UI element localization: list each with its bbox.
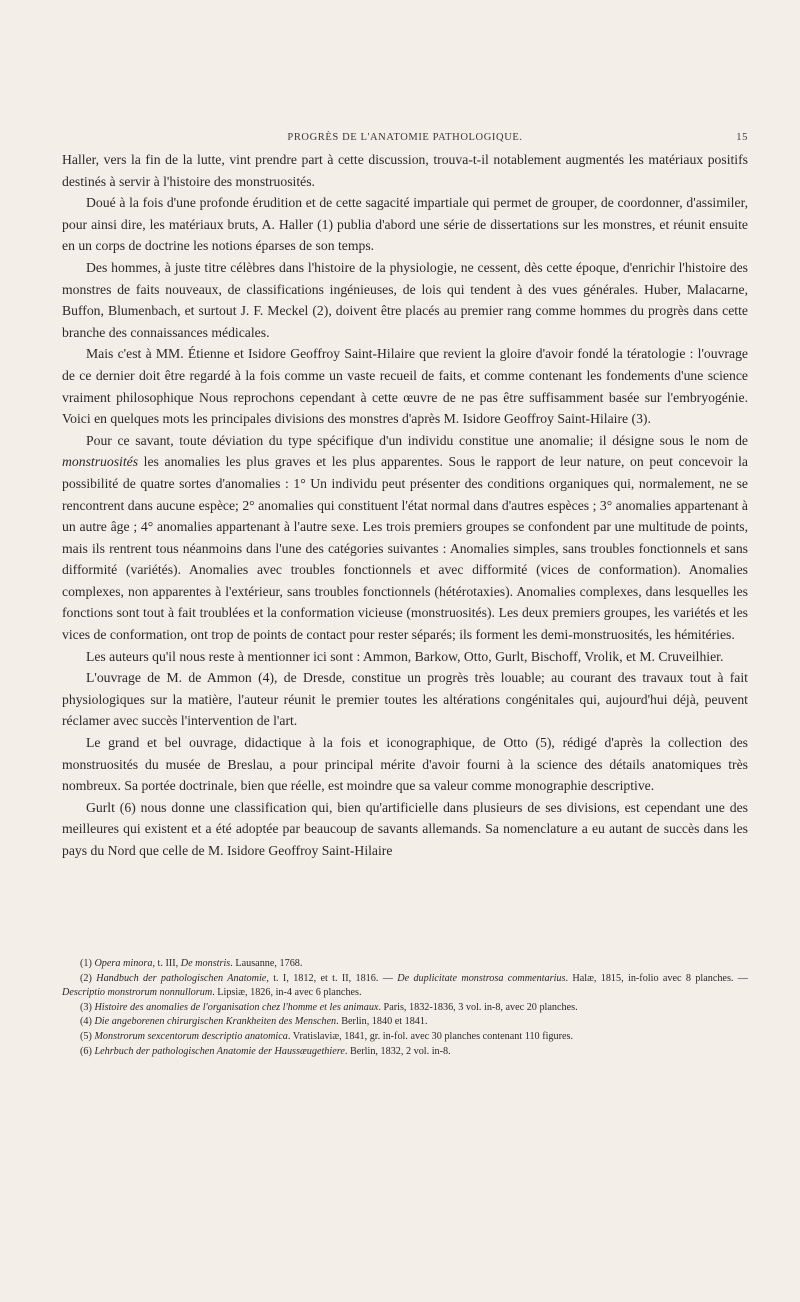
paragraph: Haller, vers la fin de la lutte, vint prendre part à cette discussion, trouva-t-il notablement augmentés les matériaux positifs destinés à servir à l'histoire des monstruosités. xyxy=(62,152,748,189)
footnote-text: . Vratislaviæ, 1841, gr. in-fol. avec 30 planches contenant 110 figures. xyxy=(287,1030,574,1042)
footnote-text: . Berlin, 1840 et 1841. xyxy=(336,1016,428,1028)
footnote-text: , t. I, 1812, et t. II, 1816. — xyxy=(266,972,398,984)
main-text xyxy=(62,149,748,862)
footnote-text: . Lausanne, 1768. xyxy=(230,958,303,969)
paragraph: L'ouvrage de M. de Ammon (4), de Dresde, constitue un progrès très louable; au courant des travaux tout à fait physiologiques sur la matière, l'auteur réunit le premier toutes les altérations congénitales qui, aujourd'hui déjà, peuvent réclamer avec succès l'intervention de l'art. xyxy=(62,670,748,729)
footnote xyxy=(62,972,748,1001)
footnote-title: Descriptio monstrorum nonnullorum xyxy=(62,987,213,999)
emphasis: monstruosités xyxy=(62,454,139,470)
footnote xyxy=(62,1030,748,1045)
footnote-number: (1) xyxy=(80,958,92,969)
text-run: Pour ce savant, toute déviation du type spécifique d'un individu constitue une anomalie; il désigne sous le nom de xyxy=(86,432,748,448)
footnote-title: Monstrorum sexcentorum descriptio anatomica xyxy=(94,1030,288,1042)
footnote-number: (2) xyxy=(80,972,92,984)
paragraph: Des hommes, à juste titre célèbres dans l'histoire de la physiologie, ne cessent, dès cette époque, d'enrichir l'histoire des monstres de faits nouveaux, de classifications ingénieuses, de lois qui tendent à des vues générales. Huber, Malacarne, Buffon, Blumenbach, et surtout J. F. Meckel (2), doivent être placés au premier rang comme hommes du progrès dans cette branche des connaissances médicales. xyxy=(62,259,748,340)
footnote-title: Histoire des anomalies de l'organisation chez l'homme et les animaux xyxy=(94,1001,379,1013)
footnote-title: Die angeborenen chirurgischen Krankheiten des Menschen xyxy=(94,1016,337,1028)
footnote-text: . Lipsiæ, 1826, in-4 avec 6 planches. xyxy=(212,987,362,999)
paragraph xyxy=(62,430,748,646)
footnote-number: (6) xyxy=(80,1045,92,1057)
footnote-text: , t. III, xyxy=(152,958,181,969)
footnote-number: (5) xyxy=(80,1030,92,1042)
footnote-title: Opera minora xyxy=(94,958,153,969)
paragraph: Doué à la fois d'une profonde érudition et de cette sagacité impartiale qui permet de grouper, de coordonner, d'assimiler, pour ainsi dire, les matériaux bruts, A. Haller (1) publia d'abord une série de dissertations sur les monstres, et réunit ensuite en un corps de doctrine les notions éparses de son temps. xyxy=(62,195,748,254)
footnote-title: De duplicitate monstrosa commentarius xyxy=(397,972,566,984)
footnote-number: (3) xyxy=(80,1001,92,1013)
footnote-title: De monstris xyxy=(180,958,231,969)
text-run: les anomalies les plus graves et les plus apparentes. Sous le rapport de leur nature, on peut concevoir la possibilité de quatre sortes d'anomalies : 1° Un individu peut présenter des conditions organiques qui, normalement, ne se rencontrent dans aucune espèce; 2° anomalies qui constituent l'état normal dans d'autres espèces ; 3° anomalies appartenant à un autre âge ; 4° anomalies appartenant à l'autre sexe. Les trois premiers groupes se confondent par une multitude de points, mais ils rentrent tous néanmoins dans l'une des catégories suivantes : Anomalies simples, sans troubles fonctionnels et sans difformité (variétés). Anomalies avec troubles fonctionnels et avec difformité (vices de conformation). Anomalies complexes, non apparentes à l'extérieur, sans troubles fonctionnels (hétérotaxies). Anomalies complexes, dans lesquelles les fonctions sont tout à fait troublées et la conformation vicieuse (monstruosités). Les deux premiers groupes, les variétés et les vices de conformation, ont trop de points de contact pour rester séparés; ils forment les demi-monstruosités, les hémitéries. xyxy=(62,454,748,643)
footnote-text: . Berlin, 1832, 2 vol. in-8. xyxy=(344,1045,451,1057)
footnote-text: . Paris, 1832-1836, 3 vol. in-8, avec 20 planches. xyxy=(378,1001,578,1013)
footnote xyxy=(62,1045,748,1060)
footnote-text: . Halæ, 1815, in-folio avec 8 planches. — xyxy=(565,972,748,984)
page-number: 15 xyxy=(736,132,748,143)
footnote xyxy=(62,1015,748,1030)
paragraph: Gurlt (6) nous donne une classification qui, bien qu'artificielle dans plusieurs de ses divisions, est cependant une des meilleures qui existent et a été adoptée par beaucoup de savants allemands. Sa nomenclature a eu autant de succès dans les pays du Nord que celle de M. Isidore Geoffroy Saint-Hilaire xyxy=(62,799,748,858)
running-header xyxy=(62,132,748,148)
footnote xyxy=(62,1001,748,1016)
running-title: PROGRÈS DE L'ANATOMIE PATHOLOGIQUE. xyxy=(287,132,523,143)
footnote-title: Lehrbuch der pathologischen Anatomie der Haussæugethiere xyxy=(94,1045,345,1057)
footnote-title: Handbuch der pathologischen Anatomie xyxy=(96,972,267,984)
footnote-number: (4) xyxy=(80,1016,92,1028)
footnote xyxy=(62,957,748,972)
footnotes xyxy=(62,957,748,1059)
paragraph: Mais c'est à MM. Étienne et Isidore Geoffroy Saint-Hilaire que revient la gloire d'avoir fondé la tératologie : l'ouvrage de ce dernier doit être regardé à la fois comme un vaste recueil de faits, et comme contenant les fondements d'une science vraiment philosophique Nous reprochons cependant à cette œuvre de ne pas être suffisamment basée sur l'embryogénie. Voici en quelques mots les principales divisions des monstres d'après M. Isidore Geoffroy Saint-Hilaire (3). xyxy=(62,346,748,427)
paragraph: Le grand et bel ouvrage, didactique à la fois et iconographique, de Otto (5), rédigé d'après la collection des monstruosités du musée de Breslau, a pour principal mérite d'avoir fourni à la science des détails anatomiques très nombreux. Sa portée doctrinale, bien que réelle, est moindre que sa valeur comme monographie descriptive. xyxy=(62,735,748,794)
paragraph: Les auteurs qu'il nous reste à mentionner ici sont : Ammon, Barkow, Otto, Gurlt, Bischoff, Vrolik, et M. Cruveilhier. xyxy=(86,648,724,664)
